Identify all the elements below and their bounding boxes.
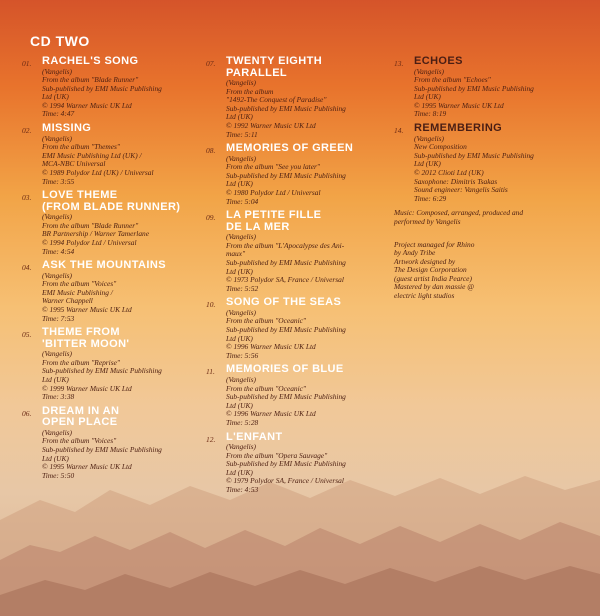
track-credit-line: © 1995 Warner Music UK Ltd [414,100,504,110]
track-credit-line: Ltd (UK) [226,467,253,477]
track-details [42,56,202,119]
track-credit-line: Ltd (UK) [42,374,69,384]
track-title: MISSING [42,122,92,135]
track-title: MEMORIES OF BLUE [226,363,344,376]
track-credit-line: Sound engineer: Vangelis Saitis [414,185,508,195]
track-credit-line: © 1996 Warner Music UK Ltd [226,409,316,419]
track-credit-line: Time: 5:50 [42,470,75,480]
track-details [226,364,386,427]
track-number: 02. [22,126,32,136]
track-title: L'ENFANT [226,430,283,443]
credit-line: The Design Corporation [394,265,467,275]
track-number: 04. [22,263,32,273]
note-line: performed by Vangelis [394,216,461,226]
track-credit-line: Time: 4:53 [226,484,259,494]
track-entry [206,364,386,427]
track-credit-line: © 1994 Warner Music UK Ltd [42,100,132,110]
tracklist-column-3 [394,56,574,301]
track-credit-line: Time: 4:54 [42,246,75,256]
track-credit-line: © 1973 Polydor SA, France / Universal [226,275,344,285]
track-credit-line: (Vangelis) [226,78,256,87]
track-credit-line: Sub-published by EMI Music Publishing [414,150,534,160]
credit-line: Artwork designed by [394,256,456,266]
tracklist-column-1 [22,56,202,484]
track-title: (FROM BLADE RUNNER) [42,200,181,213]
track-details [226,56,386,139]
track-credit-line: Time: 5:28 [226,417,259,427]
track-entry [22,56,202,119]
track-title: SONG OF THE SEAS [226,296,342,309]
track-credit-line: From the album "Oceanic" [226,383,307,393]
track-credit-line: From the album "Themes" [42,142,120,152]
track-credit-line: (Vangelis) [226,232,256,242]
track-credit-line: © 1989 Polydor Ltd (UK) / Universal [42,167,154,177]
track-details [414,123,574,203]
track-credit-line: BR Partnership / Warner Tamerlane [42,229,150,239]
track-entry [22,123,202,186]
track-credit-line: EMI Music Publishing Ltd (UK) / [42,150,142,160]
track-credit-line: From the album "See you later" [226,162,320,172]
track-credit-line: Warner Chappell [42,296,93,306]
track-title: DREAM IN AN [42,404,120,417]
track-credit-line: Time: 5:04 [226,196,259,206]
track-credit-line: Time: 4:47 [42,109,75,119]
track-credit-line: (Vangelis) [414,133,444,143]
track-details [42,123,202,186]
track-title: DE LA MER [226,220,290,233]
track-credit-line: (Vangelis) [42,66,72,76]
track-title: TWENTY EIGHTH [226,55,323,67]
track-credit-line: (Vangelis) [226,374,256,384]
page-heading: CD TWO [30,33,90,49]
track-credit-line: (Vangelis) [42,349,72,359]
track-title: OPEN PLACE [42,416,118,429]
credit-line: Mastered by dan massie @ [394,282,475,292]
track-entry [394,123,574,203]
track-credit-line: Sub-published by EMI Music Publishing [226,103,346,113]
track-entry [394,56,574,119]
credit-line: electric light studios [394,291,455,301]
track-details [42,406,202,481]
track-credit-line: © 2012 Clioti Ltd (UK) [414,167,484,177]
track-title: THEME FROM [42,326,120,339]
track-title: RACHEL'S SONG [42,55,139,67]
track-credit-line: Ltd (UK) [226,400,253,410]
track-credit-line: Sub-published by EMI Music Publishing [42,366,162,376]
track-credit-line: From the album "L'Apocalypse des Ani- [226,240,345,250]
track-credit-line: (Vangelis) [414,66,444,76]
track-details [42,260,202,323]
track-credit-line: (Vangelis) [42,270,72,280]
track-credit-line: Sub-published by EMI Music Publishing [226,258,346,267]
track-credit-line: © 1996 Warner Music UK Ltd [226,342,316,352]
track-title: ASK THE MOUNTAINS [42,259,166,272]
track-credit-line: (Vangelis) [42,133,72,143]
track-credit-line: Time: 5:56 [226,350,259,360]
track-title: LA PETITE FILLE [226,209,322,222]
track-details [226,143,386,206]
track-credit-line: Sub-published by EMI Music Publishing [42,83,162,93]
tracklist-column-2 [206,56,386,499]
track-credit-line: © 1992 Warner Music UK Ltd [226,120,316,130]
track-credit-line: From the album [226,86,274,96]
music-credit-note [394,209,574,226]
track-credit-line: Time: 8:19 [414,109,447,119]
track-entry [22,260,202,323]
track-credit-line: Ltd (UK) [414,92,441,102]
track-number: 06. [22,408,32,418]
track-number: 14. [394,126,404,136]
track-credit-line: "1492-The Conquest of Paradise" [226,95,327,105]
track-credit-line: © 1980 Polydor Ltd / Universal [226,188,321,198]
track-number: 11. [206,367,215,377]
track-credit-line: Time: 5:11 [226,129,258,139]
track-credit-line: From the album "Echoes" [414,75,491,85]
track-credit-line: EMI Music Publishing / [42,287,113,297]
track-number: 01. [22,59,32,68]
track-credit-line: From the album "Blade Runner" [42,220,139,230]
track-credit-line: From the album "Reprise" [42,357,120,367]
track-credit-line: Time: 3:55 [42,176,75,186]
track-credit-line: Ltd (UK) [42,453,69,463]
note-line: Music: Composed, arranged, produced and [394,208,524,218]
track-title: MEMORIES OF GREEN [226,142,354,155]
track-credit-line: Time: 6:29 [414,193,447,203]
track-details [226,210,386,293]
track-number: 13. [394,59,404,68]
track-number: 03. [22,193,32,203]
track-details [42,190,202,256]
credit-line: Project managed for Rhino [394,239,475,249]
track-credit-line: Sub-published by EMI Music Publishing [226,170,346,180]
credit-line: (guest artist India Pearce) [394,273,472,283]
track-credit-line: Saxophone: Dimitris Tsakas [414,176,498,186]
track-details [226,432,386,495]
track-details [42,327,202,402]
track-title: REMEMBERING [414,122,503,135]
track-credit-line: Time: 3:38 [42,392,75,402]
track-credit-line: From the album "Opera Sauvage" [226,450,328,460]
track-credit-line: (Vangelis) [226,153,256,163]
track-title: PARALLEL [226,66,288,79]
track-credit-line: (Vangelis) [42,427,72,437]
track-credit-line: Ltd (UK) [226,112,253,122]
track-number: 08. [206,146,216,156]
track-entry [206,56,386,139]
track-credit-line: Sub-published by EMI Music Publishing [226,392,346,402]
track-number: 05. [22,330,32,340]
track-credit-line: From the album "Voices" [42,279,117,289]
track-credit-line: © 1999 Warner Music UK Ltd [42,383,132,393]
track-entry [22,327,202,402]
track-entry [22,190,202,256]
track-credit-line: Time: 7:53 [42,313,75,323]
track-credit-line: Time: 5:52 [226,283,259,293]
track-credit-line: Ltd (UK) [226,266,253,276]
track-credit-line: © 1994 Polydor Ltd / Universal [42,237,137,247]
track-entry [206,210,386,293]
track-details [414,56,574,119]
track-credit-line: Sub-published by EMI Music Publishing [414,83,534,93]
track-credit-line: © 1979 Polydor SA, France / Universal [226,476,344,486]
track-credit-line: New Composition [414,142,467,152]
track-entry [206,297,386,360]
track-number: 10. [206,300,216,310]
track-credit-line: © 1995 Warner Music UK Ltd [42,304,132,314]
track-number: 09. [206,213,216,223]
track-credit-line: Ltd (UK) [414,159,441,169]
track-credit-line: Sub-published by EMI Music Publishing [42,444,162,454]
track-credit-line: (Vangelis) [226,442,256,451]
track-entry [206,432,386,495]
track-credit-line: From the album "Blade Runner" [42,75,139,85]
track-credit-line: © 1995 Warner Music UK Ltd [42,462,132,472]
track-title: ECHOES [414,55,463,67]
track-entry [22,406,202,481]
track-credit-line: Sub-published by EMI Music Publishing [226,459,346,469]
track-credit-line: From the album "Oceanic" [226,316,307,326]
track-title: 'BITTER MOON' [42,337,130,350]
track-credit-line: maux" [226,249,246,259]
track-entry [206,143,386,206]
track-number: 07. [206,59,216,68]
track-credit-line: (Vangelis) [226,307,256,317]
track-credit-line: Ltd (UK) [42,92,69,102]
track-credit-line: (Vangelis) [42,212,72,222]
credit-line: by Andy Tribe [394,248,436,258]
track-credit-line: Sub-published by EMI Music Publishing [226,325,346,335]
production-credits [394,241,574,301]
track-credit-line: MCA-NBC Universal [42,159,106,169]
track-number: 12. [206,434,216,444]
track-credit-line: Ltd (UK) [226,333,253,343]
track-credit-line: Ltd (UK) [226,179,253,189]
track-details [226,297,386,360]
track-title: LOVE THEME [42,189,118,202]
track-credit-line: From the album "Voices" [42,436,117,446]
